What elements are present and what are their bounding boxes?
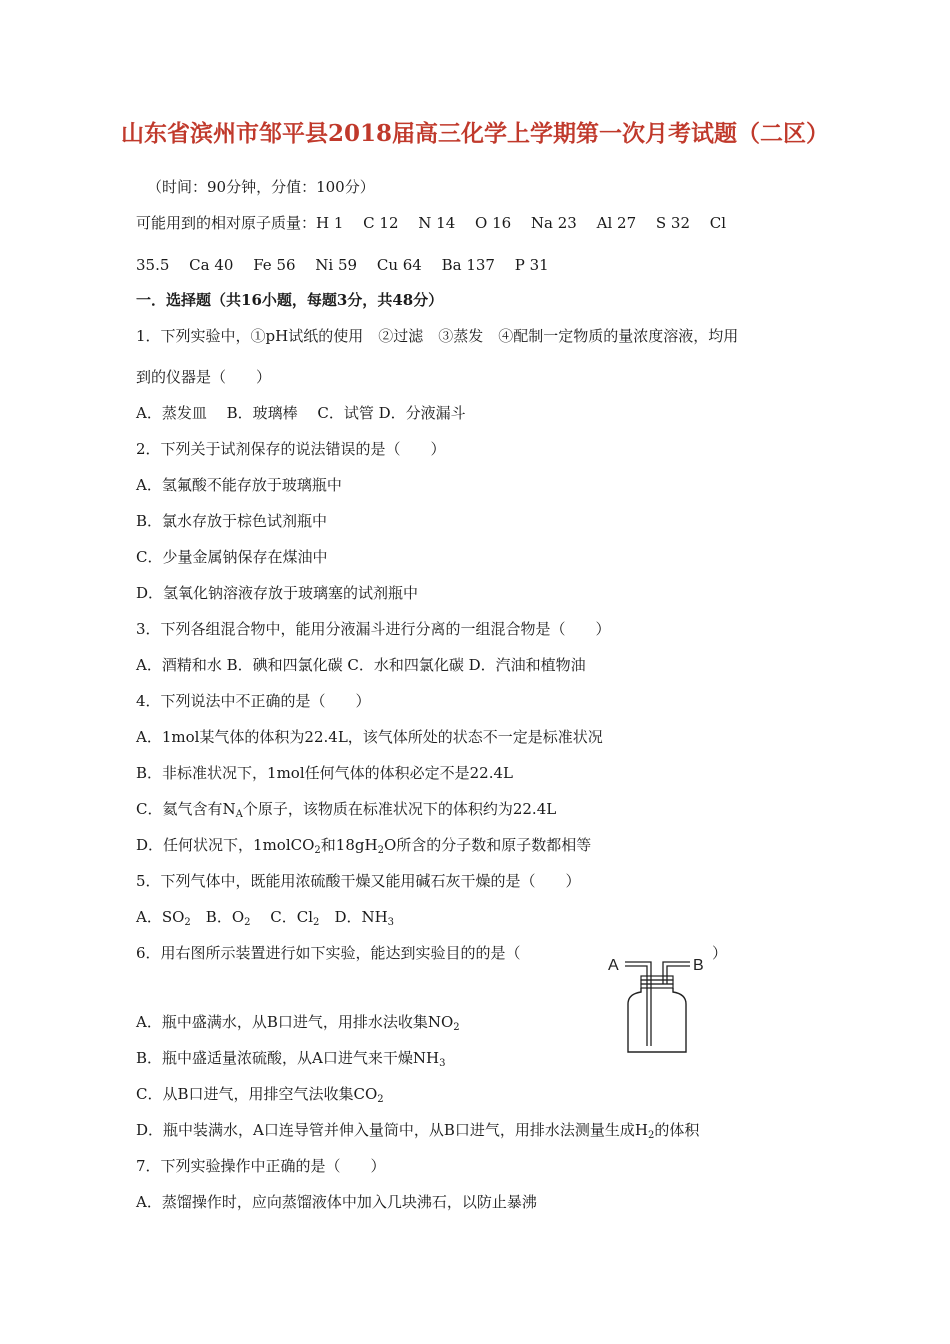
question-1-stem: 1．下列实验中，①pH试纸的使用 ②过滤 ③蒸发 ④配制一定物质的量浓度溶液，均用 <box>136 327 739 345</box>
question-4-option-a: A．1mol某气体的体积为22.4L，该气体所处的状态不一定是标准状况 <box>136 728 603 746</box>
port-a-label: A <box>608 957 619 974</box>
question-4-option-b: B．非标准状况下，1mol任何气体的体积必定不是22.4L <box>136 764 513 782</box>
time-score-info: （时间：90分钟，分值：100分） <box>147 178 375 196</box>
question-5-stem: 5．下列气体中，既能用浓硫酸干燥又能用碱石灰干燥的是（ ） <box>136 872 581 890</box>
question-2-option-a: A．氢氟酸不能存放于玻璃瓶中 <box>136 476 342 494</box>
question-4-stem: 4．下列说法中不正确的是（ ） <box>136 692 371 710</box>
gas-bottle-diagram <box>600 948 720 1058</box>
atomic-mass-line-2: 35.5 Ca 40 Fe 56 Ni 59 Cu 64 Ba 137 P 31 <box>136 256 549 274</box>
port-b-label: B <box>693 957 704 974</box>
question-1-options: A．蒸发皿 B．玻璃棒 C．试管 D．分液漏斗 <box>136 404 466 422</box>
question-6-option-d: D．瓶中装满水，A口连导管并伸入量筒中，从B口进气，用排水法测量生成$H_2$的体积 <box>136 1121 700 1141</box>
question-3-options: A．酒精和水 B．碘和四氯化碳 C．水和四氯化碳 D．汽油和植物油 <box>136 656 586 674</box>
atomic-mass-line-1: 可能用到的相对原子质量：H 1 C 12 N 14 O 16 Na 23 Al 27 S 32 Cl <box>136 214 727 232</box>
question-7-stem: 7．下列实验操作中正确的是（ ） <box>136 1157 386 1175</box>
question-7-option-a: A．蒸馏操作时，应向蒸馏液体中加入几块沸石，以防止暴沸 <box>136 1193 537 1211</box>
question-2-option-d: D．氢氧化钠溶液存放于玻璃塞的试剂瓶中 <box>136 584 419 602</box>
question-2-option-b: B．氯水存放于棕色试剂瓶中 <box>136 512 328 530</box>
question-6-stem: 6．用右图所示装置进行如下实验，能达到实验目的的是（ <box>136 944 521 962</box>
question-4-option-d: D．任何状况下，1molCO$_2$和$18gH_2O$所含的分子数和原子数都相等 <box>136 836 592 856</box>
question-3-stem: 3．下列各组混合物中，能用分液漏斗进行分离的一组混合物是（ ） <box>136 620 611 638</box>
question-6-option-c: C．从B口进气，用排空气法收集$CO_2$ <box>136 1085 384 1105</box>
question-6-stem-close: ） <box>712 944 728 962</box>
section-heading: 一．选择题（共16小题，每题3分，共48分） <box>136 291 444 309</box>
question-6-option-a: A．瓶中盛满水，从B口进气，用排水法收集$NO_2$ <box>136 1013 460 1033</box>
question-4-option-c: C．氦气含有$N_A$个原子，该物质在标准状况下的体积约为22.4L <box>136 800 557 820</box>
question-5-options: A．$SO_2$ B．$O_2$ C．$Cl_2$ D．$NH_3$ <box>136 908 395 928</box>
question-2-stem: 2．下列关于试剂保存的说法错误的是（ ） <box>136 440 446 458</box>
exam-title: 山东省滨州市邹平县2018届高三化学上学期第一次月考试题（二区） <box>120 120 829 147</box>
question-2-option-c: C．少量金属钠保存在煤油中 <box>136 548 328 566</box>
question-6-option-b: B．瓶中盛适量浓硫酸，从A口进气来干燥$NH_3$ <box>136 1049 446 1069</box>
question-1-stem-cont: 到的仪器是（ ） <box>136 368 272 386</box>
